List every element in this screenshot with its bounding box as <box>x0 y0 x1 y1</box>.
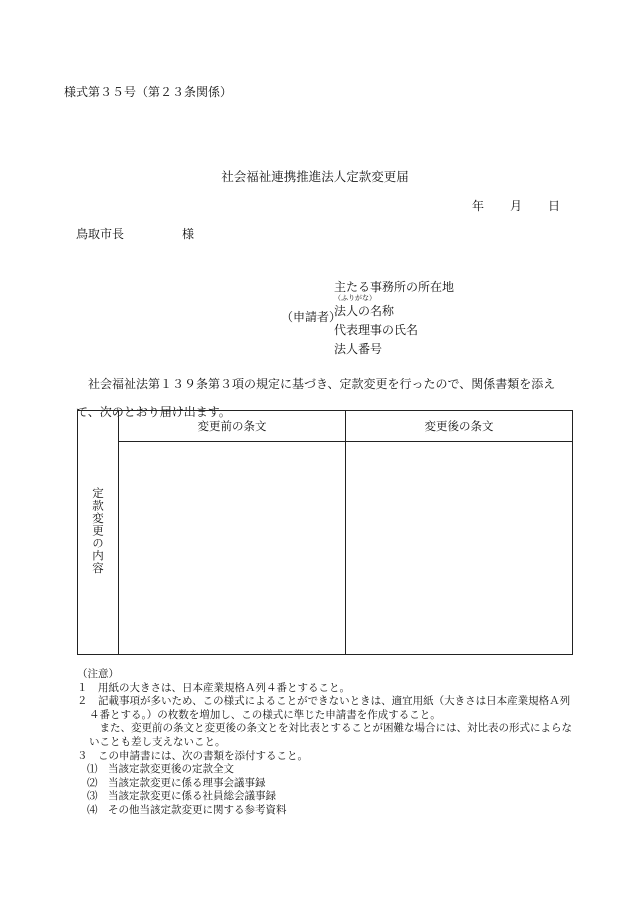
after-content-cell[interactable] <box>346 442 573 655</box>
notes-heading: （注意） <box>77 668 119 680</box>
addressee-honorific: 様 <box>182 227 195 241</box>
note-3: ３ この申請書には、次の書類を添付すること。 <box>77 749 308 762</box>
note-2-continued: また、変更前の条文と変更後の条文とを対比表とすることが困難な場合には、対比表の形式によらないことも差し支えないこと。 <box>89 722 572 748</box>
note-3-item-3: ⑶ 当該定款変更に係る社員総会議事録 <box>87 790 276 803</box>
row-header-text: 定款変更の内容 <box>91 487 105 575</box>
date-year: 年 <box>472 199 485 213</box>
date-month: 月 <box>510 199 523 213</box>
document-title: 社会福祉連携推進法人定款変更届 <box>221 169 409 184</box>
date-day: 日 <box>548 199 561 213</box>
addressee <box>76 225 194 242</box>
note-1: １ 用紙の大きさは、日本産業規格Ａ列４番とすること。 <box>77 681 350 694</box>
applicant-corp-name-label: 法人の名称 <box>334 304 395 318</box>
notes-section <box>77 668 577 818</box>
note-2: ２ 記載事項が多いため、この様式によることができないときは、適宜用紙（大きさは日本産業規格Ａ列４番とする。）の枚数を増加し、この様式に準じた申請書を作成すること。 <box>77 695 571 721</box>
applicant-corp-number-label: 法人番号 <box>334 342 383 356</box>
applicant-label: （申請者） <box>281 310 342 324</box>
addressee-name: 鳥取市長 <box>76 227 125 241</box>
table-row-header <box>78 411 119 655</box>
body-paragraph: 社会福祉法第１３９条第３項の規定に基づき、定款変更を行ったので、関係書類を添えて、次のとおり届け出ます。 <box>76 377 556 419</box>
note-3-item-1: ⑴ 当該定款変更後の定款全文 <box>87 763 234 776</box>
amendment-table <box>77 410 573 655</box>
form-number: 様式第３５号（第２３条関係） <box>64 85 233 99</box>
before-content-cell[interactable] <box>119 442 346 655</box>
col-header-after: 変更後の条文 <box>346 411 573 442</box>
col-header-before: 変更前の条文 <box>119 411 346 442</box>
applicant-address-label: 主たる事務所の所在地 <box>334 280 455 294</box>
date-line <box>472 197 560 214</box>
applicant-furigana-label: （ふりがな） <box>334 294 376 302</box>
note-3-item-4: ⑷ その他当該定款変更に関する参考資料 <box>87 803 287 816</box>
note-3-item-2: ⑵ 当該定款変更に係る理事会議事録 <box>87 776 266 789</box>
applicant-fields <box>334 278 454 359</box>
applicant-rep-name-label: 代表理事の氏名 <box>334 323 419 337</box>
